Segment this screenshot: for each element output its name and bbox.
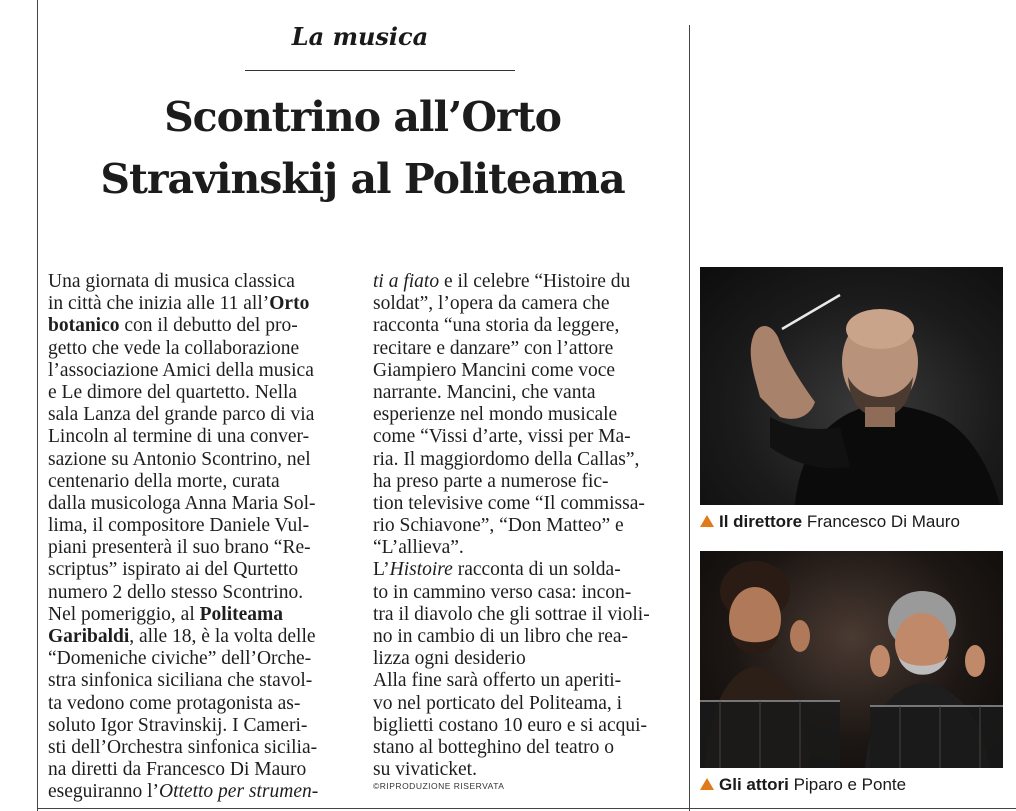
kicker-rule [245,70,515,71]
text-line: ta vedono come protagonista as- [48,692,301,714]
text-line: lizza ogni desiderio [373,648,526,670]
text-line: tion televisive come “Il commissa- [373,492,645,514]
photo-conductor [700,267,1003,505]
text-line: sazione su Antonio Scontrino, nel [48,448,311,470]
text-line: vo nel porticato del Politeama, i [373,692,623,714]
text-line: piani presenterà il suo brano “Re- [48,537,311,559]
text-line: “Domeniche civiche” dell’Orche- [48,648,312,670]
text-line: soluto Igor Stravinskij. I Cameri- [48,714,308,736]
text-line: ha preso parte a numerose fic- [373,470,609,492]
text-line: botanico con il debutto del pro- [48,315,298,337]
text-line: na diretti da Francesco Di Mauro [48,759,307,781]
text-line: come “Vissi d’arte, vissi per Ma- [373,426,631,448]
photo-actors [700,551,1003,768]
text-line: lima, il compositore Daniele Vul- [48,515,310,537]
text-line: Alla fine sarà offerto un aperiti- [373,670,622,692]
text-line: eseguiranno l’Ottetto per strumen- [48,781,319,803]
caption-triangle-icon [700,515,714,527]
text-line: su vivaticket. [373,759,477,781]
section-kicker: La musica [291,22,429,51]
actors-photo-image [700,551,1003,768]
article-column-1 [48,271,354,804]
text-line: Garibaldi, alle 18, è la volta delle [48,626,316,647]
text-line: L’Histoire racconta di un solda- [373,559,621,581]
text-line: Una giornata di musica classica [48,271,295,292]
text-line: centenario della morte, curata [48,470,280,492]
text-line: Lincoln al termine di una conver- [48,426,310,448]
photo-caption-conductor: Il direttore Francesco Di Mauro [700,512,960,532]
text-line: to in cammino verso casa: incon- [373,581,632,603]
page-bottom-border [37,808,1016,809]
text-line: stano al botteghino del teatro o [373,736,614,758]
text-line: soldat”, l’opera da camera che [373,293,610,315]
text-line: e Le dimore del quartetto. Nella [48,381,298,403]
text-line: Giampiero Mancini come voce [373,359,616,381]
page-left-border [37,0,38,811]
article-column-2 [373,271,679,781]
headline-line-2: Stravinskij al Politeama [100,155,625,203]
text-line: “L’allieva”. [373,537,464,559]
text-line: biglietti costano 10 euro e si acqui- [373,714,648,736]
text-line: Nel pomeriggio, al Politeama [48,603,284,625]
headline [40,86,685,210]
text-line: numero 2 dello stesso Scontrino. [48,581,304,603]
text-line: rio Schiavone”, “Don Matteo” e [373,515,624,537]
text-line: sti dell’Orchestra sinfonica sicilia- [48,736,318,758]
caption-triangle-icon [700,778,714,790]
text-line: getto che vede la collaborazione [48,337,300,359]
text-line: esperienze nel mondo musicale [373,404,618,426]
text-line: sala Lanza del grande parco di via [48,404,315,426]
text-line: stra sinfonica siciliana che stavol- [48,670,313,692]
text-line: l’associazione Amici della musica [48,359,314,381]
text-line: dalla musicologa Anna Maria Sol- [48,492,316,514]
text-line: racconta “una storia da leggere, [373,315,620,337]
copyright-notice: ©RIPRODUZIONE RISERVATA [373,781,505,791]
text-line: recitare e danzare” con l’attore [373,337,614,359]
text-line: in città che inizia alle 11 all’Orto [48,293,310,315]
text-line: scriptus” ispirato ai del Qurtetto [48,559,299,581]
column-divider [689,25,690,811]
text-line: no in cambio di un libro che rea- [373,626,629,647]
text-line: narrante. Mancini, che vanta [373,381,596,403]
text-line: ria. Il maggiordomo della Callas”, [373,448,640,470]
text-line: ti a fiato e il celebre “Histoire du [373,271,631,292]
text-line: tra il diavolo che gli sottrae il violi- [373,603,650,625]
headline-line-1: Scontrino all’Orto [164,93,561,141]
photo-caption-actors: Gli attori Piparo e Ponte [700,775,906,795]
conductor-photo-image [700,267,1003,505]
